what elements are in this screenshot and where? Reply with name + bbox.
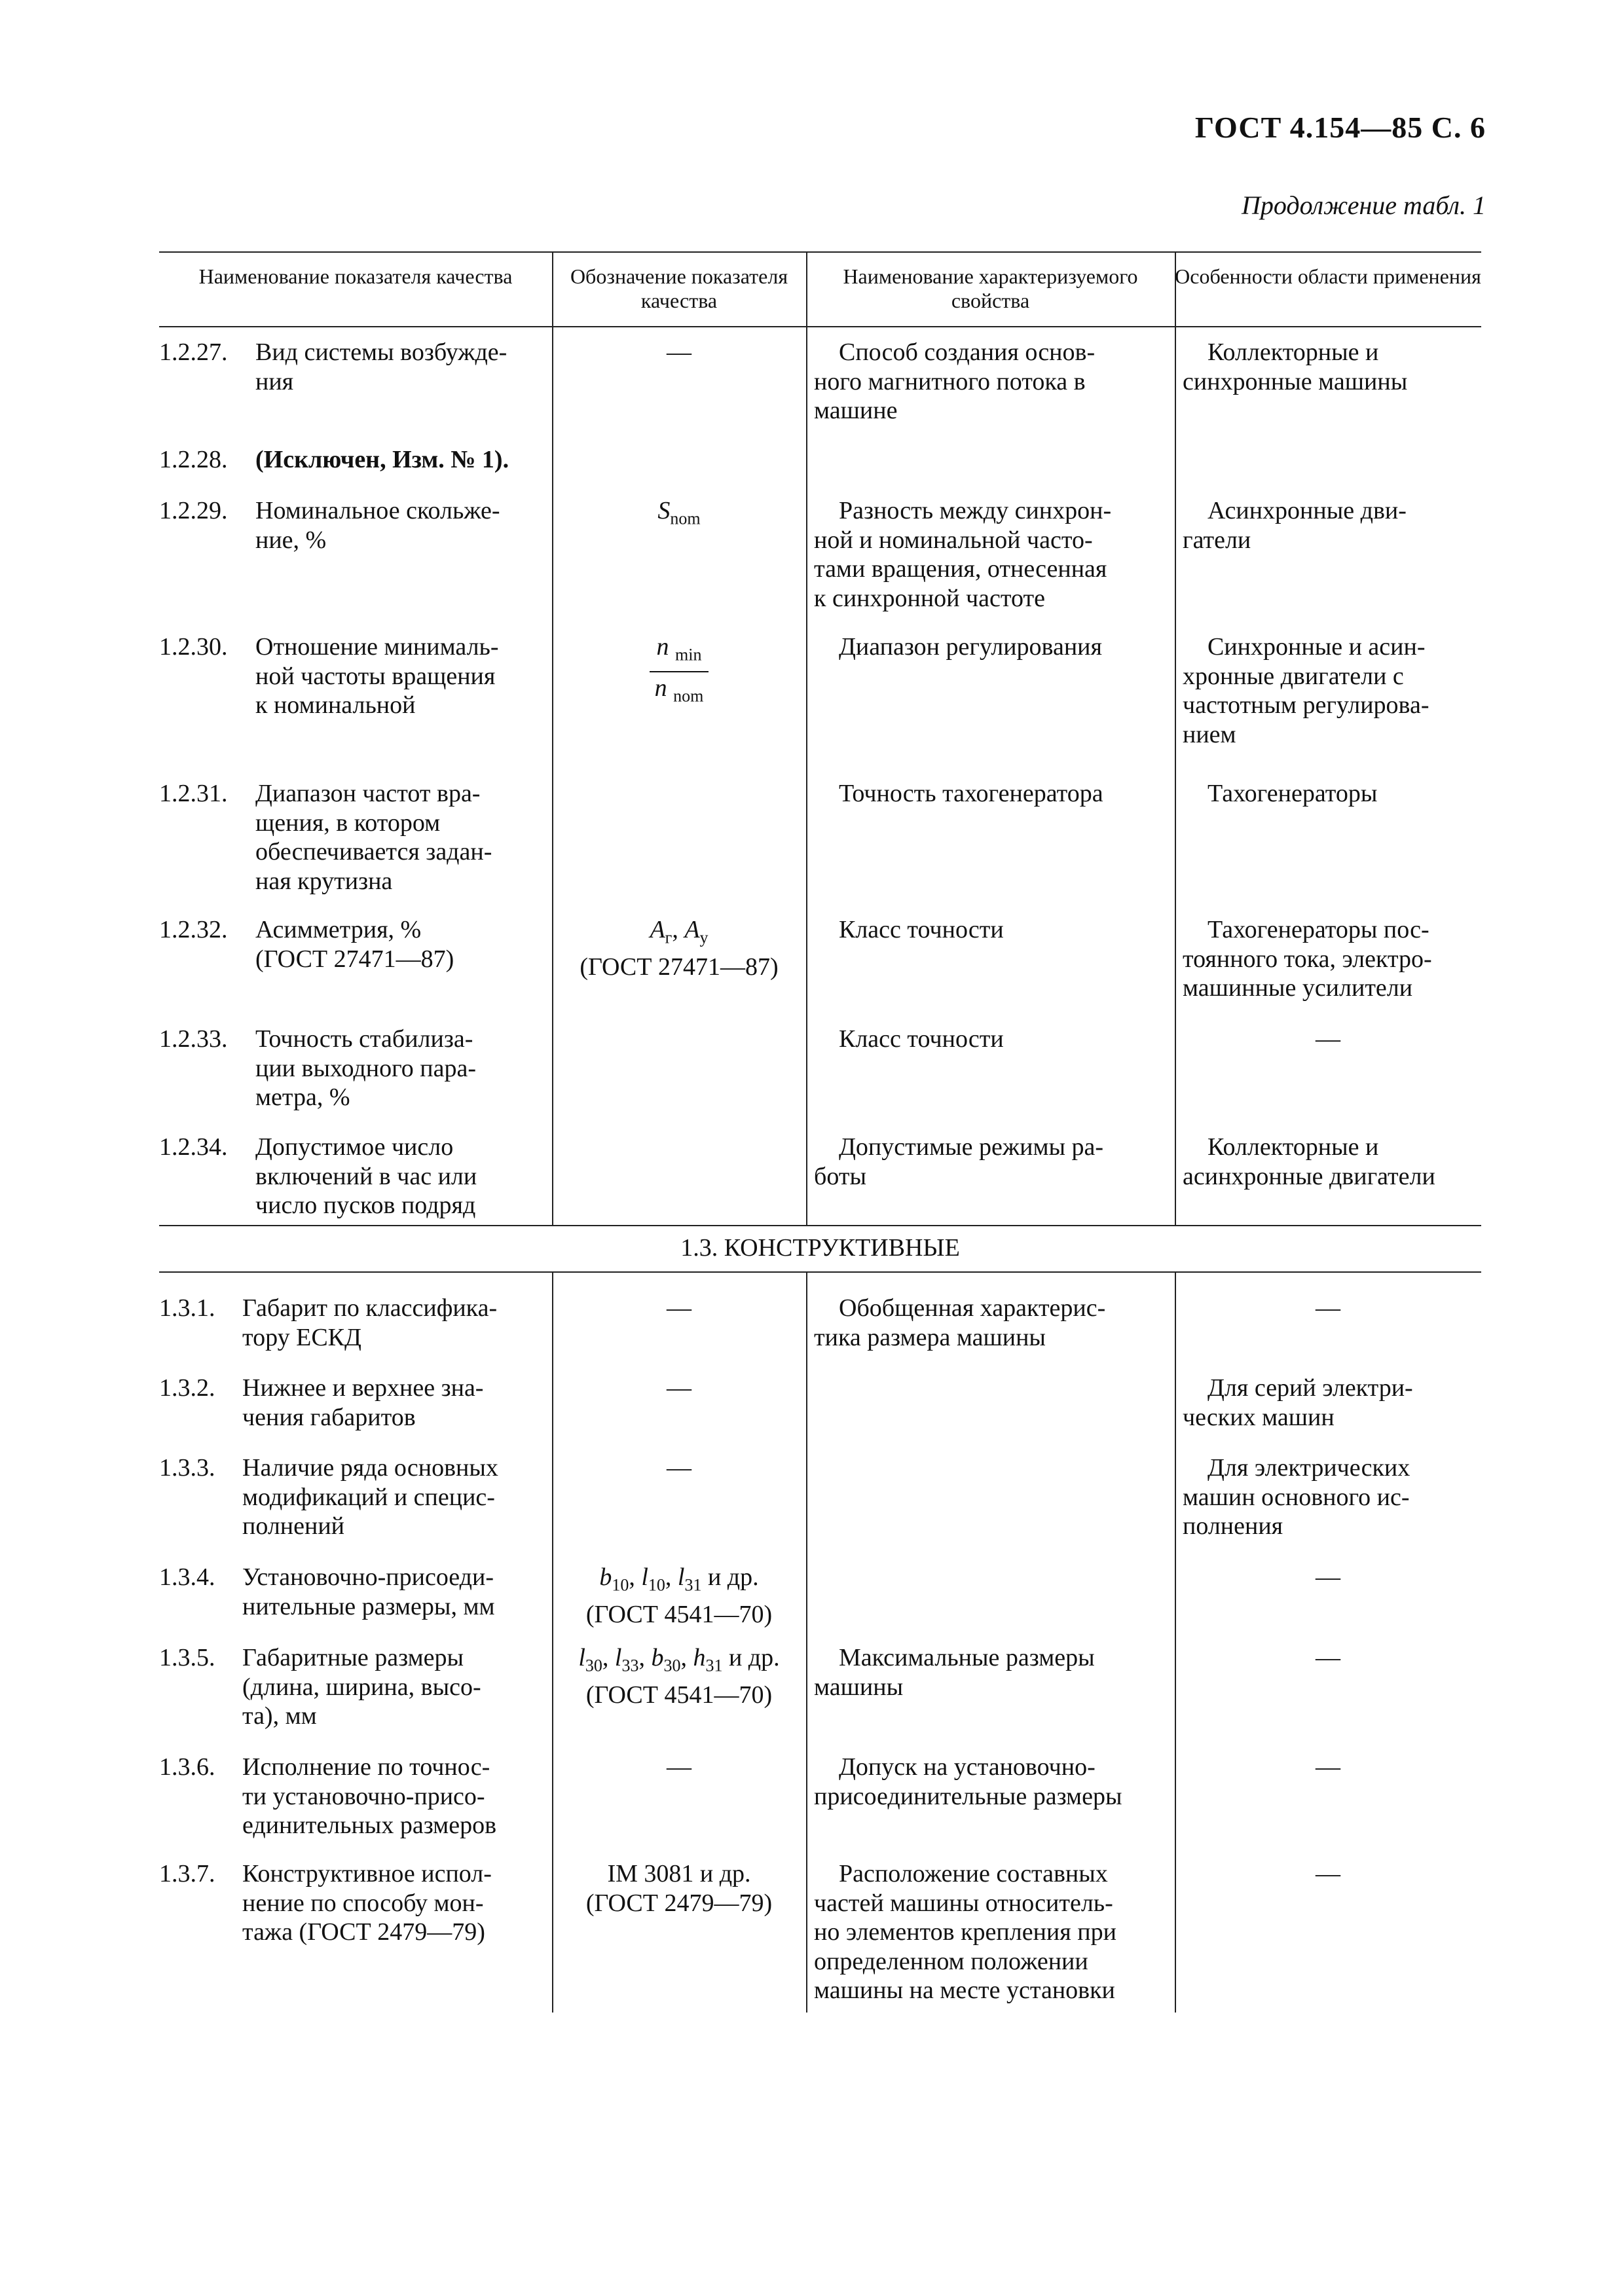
application-area: —	[1316, 1860, 1340, 1887]
row-number: 1.3.2.	[159, 1374, 215, 1402]
indicator-designation: —	[667, 1374, 691, 1402]
indicator-designation: —	[667, 1294, 691, 1322]
col-divider-2b	[806, 1271, 807, 2013]
application-area: —	[1316, 1025, 1340, 1053]
application-area: Тахогенераторы пос- тоянного тока, электро- машинные усилители	[1183, 916, 1432, 1002]
col-divider-3	[1175, 251, 1176, 1225]
characterized-property: Расположение составных частей машины относитель- но элементов крепления при определенном положении машины на месте установки	[814, 1860, 1116, 2004]
page-header: ГОСТ 4.154—85 С. 6	[1194, 111, 1486, 144]
indicator-designation: n $_{min}$ n $_{nom}$	[552, 632, 806, 711]
indicator-name: Нижнее и верхнее зна- чения габаритов	[242, 1374, 484, 1431]
indicator-name: Номинальное скольже- ние, %	[255, 497, 500, 554]
indicator-name: Допустимое число включений в час или число пусков подряд	[255, 1133, 477, 1219]
application-area: Синхронные и асин- хронные двигатели с частотным регулирова- нием	[1183, 633, 1429, 748]
indicator-name: Конструктивное испол- нение по способу мон- тажа (ГОСТ 2479—79)	[242, 1860, 492, 1946]
row-number: 1.2.29.	[159, 497, 228, 524]
indicator-name: Точность стабилиза- ции выходного пара- метра, %	[255, 1025, 476, 1111]
indicator-name: Диапазон частот вра- щения, в котором обеспечивается задан- ная крутизна	[255, 780, 492, 895]
characterized-property: Разность между синхрон- ной и номинальной часто- тами вращения, отнесенная к синхронной частоте	[814, 497, 1112, 612]
characterized-property: Способ создания основ- ного магнитного потока в машине	[814, 338, 1096, 424]
indicator-designation: —	[667, 1753, 691, 1781]
indicator-designation: $b_{10}$, $l_{10}$, $l_{31}$ и др. (ГОСТ 4541—70)	[585, 1563, 773, 1629]
indicator-designation: —	[667, 338, 691, 366]
application-area: Тахогенераторы	[1183, 780, 1378, 807]
row-number: 1.2.28.	[159, 446, 228, 473]
indicator-name: Габаритные размеры (длина, ширина, высо- та), мм	[242, 1644, 481, 1730]
row-number: 1.3.6.	[159, 1753, 215, 1781]
row-number: 1.2.32.	[159, 916, 228, 943]
row-number: 1.2.30.	[159, 633, 228, 661]
application-area: Асинхронные дви- гатели	[1183, 497, 1407, 554]
column-header-name: Наименование показателя качества	[198, 264, 513, 288]
row-number: 1.3.4.	[159, 1563, 215, 1591]
indicator-designation: $l_{30}$, $l_{33}$, $b_{30}$, $h_{31}$ и др. (ГОСТ 4541—70)	[578, 1644, 780, 1709]
indicator-name: Отношение минималь- ной частоты вращения к номинальной	[255, 633, 499, 719]
indicator-name: (Исключен, Изм. № 1).	[255, 446, 509, 473]
header-bottom-rule	[159, 326, 1481, 327]
indicator-designation: IM 3081 и др. (ГОСТ 2479—79)	[585, 1860, 773, 1917]
application-area: Коллекторные и синхронные машины	[1183, 338, 1408, 395]
indicator-name: Вид системы возбужде- ния	[255, 338, 507, 395]
section-bottom-rule	[159, 1271, 1481, 1273]
section-heading-constructive: 1.3. КОНСТРУКТИВНЫЕ	[680, 1234, 960, 1262]
row-number: 1.3.3.	[159, 1454, 215, 1482]
row-number: 1.2.33.	[159, 1025, 228, 1053]
row-number: 1.2.34.	[159, 1133, 228, 1161]
indicator-designation: $S_{nom}$	[657, 497, 701, 528]
application-area: —	[1316, 1644, 1340, 1671]
indicator-designation: $A_г$, $A_у$ (ГОСТ 27471—87)	[580, 916, 779, 981]
col-divider-3b	[1175, 1271, 1176, 2013]
col-divider-2	[806, 251, 807, 1225]
row-number: 1.3.1.	[159, 1294, 215, 1322]
characterized-property: Точность тахогенератора	[814, 780, 1103, 807]
characterized-property: Класс точности	[814, 1025, 1004, 1053]
indicator-designation: —	[667, 1454, 691, 1482]
characterized-property: Допуск на установочно- присоединительные размеры	[814, 1753, 1122, 1810]
characterized-property: Максимальные размеры машины	[814, 1644, 1095, 1701]
row-number: 1.2.27.	[159, 338, 228, 366]
indicator-name: Габарит по классифика- тору ЕСКД	[242, 1294, 498, 1351]
characterized-property: Обобщенная характерис- тика размера машины	[814, 1294, 1106, 1351]
application-area: Для электрических машин основного ис- полнения	[1183, 1454, 1410, 1540]
section-top-rule	[159, 1225, 1481, 1226]
indicator-name: Установочно-присоеди- нительные размеры, мм	[242, 1563, 495, 1620]
application-area: —	[1316, 1753, 1340, 1781]
characterized-property: Класс точности	[814, 916, 1004, 943]
application-area: —	[1316, 1563, 1340, 1591]
characterized-property: Диапазон регулирования	[814, 633, 1102, 661]
application-area: Для серий электри- ческих машин	[1183, 1374, 1413, 1431]
indicator-name: Исполнение по точнос- ти установочно-присо- единительных размеров	[242, 1753, 497, 1839]
indicator-name: Асимметрия, % (ГОСТ 27471—87)	[255, 916, 454, 973]
row-number: 1.2.31.	[159, 780, 228, 807]
application-area: Коллекторные и асинхронные двигатели	[1183, 1133, 1435, 1190]
column-header-application: Особенности области применения	[1175, 264, 1481, 288]
col-divider-1	[552, 251, 553, 1225]
column-header-property: Наименование характеризуемого свойства	[843, 264, 1138, 312]
row-number: 1.3.7.	[159, 1860, 215, 1887]
characterized-property: Допустимые режимы ра- боты	[814, 1133, 1104, 1190]
table-continuation-label: Продолжение табл. 1	[1241, 191, 1486, 220]
application-area: —	[1316, 1294, 1340, 1322]
row-number: 1.3.5.	[159, 1644, 215, 1671]
column-header-designation: Обозначение показателя качества	[570, 264, 788, 312]
indicator-name: Наличие ряда основных модификаций и специс- полнений	[242, 1454, 498, 1540]
table-top-rule	[159, 251, 1481, 253]
